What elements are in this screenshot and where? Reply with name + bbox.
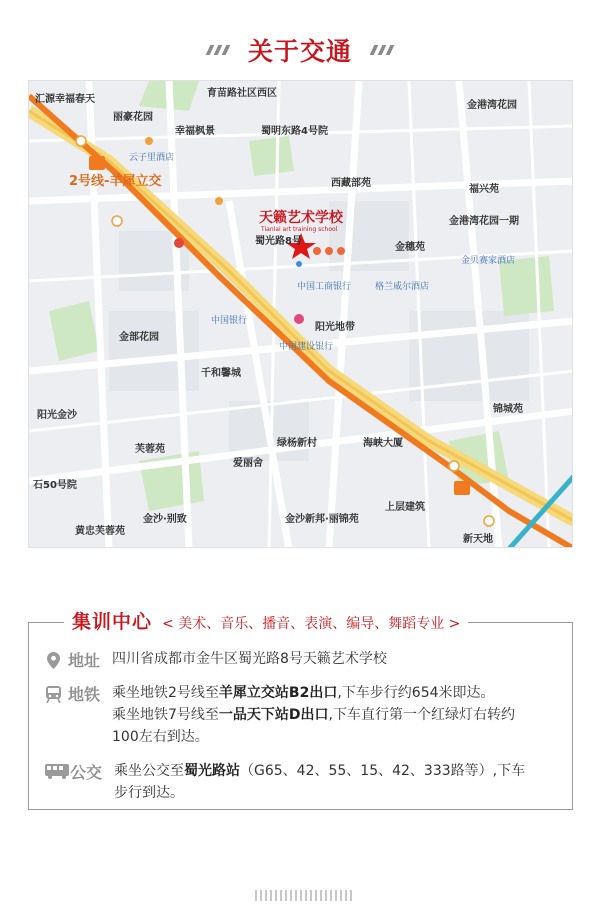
- school-label-en: Tianlai art training school: [261, 226, 338, 233]
- metro-row: [44, 682, 530, 748]
- map-label: 丽豪花园: [113, 112, 153, 123]
- bus-icon: [44, 764, 70, 804]
- map-label: 金穗苑: [395, 242, 425, 253]
- map-label: 蜀明东路4号院: [261, 126, 328, 137]
- map-label: 中国建设银行: [279, 342, 334, 352]
- map-label: 汇源幸福春天: [35, 94, 95, 105]
- map-label: 金部花园: [119, 332, 159, 343]
- metro-line-2: 乘坐地铁2号线至羊犀立交站B2出口,下车步行约654米即达。: [112, 685, 495, 701]
- map-label: 阳光地带: [315, 322, 355, 333]
- map-label: 幸福枫景: [175, 126, 215, 137]
- map-label: 中国银行: [211, 316, 248, 326]
- map-label: 绿杨新村: [277, 438, 317, 449]
- address-text: 四川省成都市金牛区蜀光路8号天籁艺术学校: [112, 651, 387, 667]
- metro-station-label: 2号线-羊犀立交: [69, 174, 162, 189]
- map-label: 云子里酒店: [129, 153, 175, 163]
- map-label: 千和馨城: [201, 368, 241, 379]
- section-header: [0, 30, 600, 70]
- map-label: 育苗路社区西区: [207, 88, 277, 99]
- map-label: 中国工商银行: [297, 282, 352, 292]
- map-label: 金沙·别致: [143, 514, 187, 525]
- map-label: 石50号院: [33, 480, 77, 491]
- map-label: 福兴苑: [469, 184, 499, 195]
- map-label: 阳光金沙: [37, 410, 77, 421]
- map-label: 新天地: [463, 534, 493, 545]
- school-label: 天籁艺术学校: [259, 210, 343, 226]
- bottom-divider: [255, 890, 352, 901]
- address-label: 地址: [68, 651, 101, 670]
- map-label: 蜀光路8号: [255, 236, 302, 247]
- metro-text: [112, 682, 530, 748]
- map-label: 西藏部苑: [331, 178, 371, 189]
- metro-label: 地铁: [68, 685, 101, 704]
- map-label: 海峡大厦: [363, 438, 403, 449]
- location-pin-icon: [44, 652, 62, 671]
- map-label: 黄忠芙蓉苑: [75, 526, 125, 537]
- info-title-main: 集训中心: [72, 611, 153, 633]
- bus-text: 乘坐公交至蜀光路站（G65、42、55、15、42、333路等）,下车步行到达。: [114, 763, 526, 801]
- bus-row: [44, 760, 526, 804]
- info-title: [64, 607, 468, 634]
- header-left-ticks: [208, 45, 228, 55]
- metro-line-7: 乘坐地铁7号线至一品天下站D出口,下车直行第一个红绿灯右转约100左右到达。: [112, 707, 515, 745]
- map-label: 金沙新邦·丽锦苑: [285, 514, 359, 525]
- map-label: 芙蓉苑: [135, 444, 165, 455]
- map-label: 金港湾花园: [467, 100, 517, 111]
- page-title: 关于交通: [247, 37, 352, 66]
- address-row: [44, 648, 530, 671]
- transport-map[interactable]: [28, 80, 573, 548]
- map-graphic: [29, 81, 573, 548]
- map-label: 上层建筑: [385, 502, 425, 513]
- map-label: 金港湾花园一期: [449, 216, 519, 227]
- subway-icon: [44, 686, 62, 748]
- info-title-subtitle: < 美术、音乐、播音、表演、编导、舞蹈专业 >: [162, 616, 461, 632]
- header-right-ticks: [372, 45, 392, 55]
- map-label: 格兰威尔酒店: [375, 282, 430, 292]
- map-label: 锦城苑: [493, 404, 523, 415]
- map-label: 金贝赛家酒店: [461, 256, 516, 266]
- bus-label: 公交: [70, 763, 103, 782]
- map-label: 爱丽舍: [233, 458, 263, 469]
